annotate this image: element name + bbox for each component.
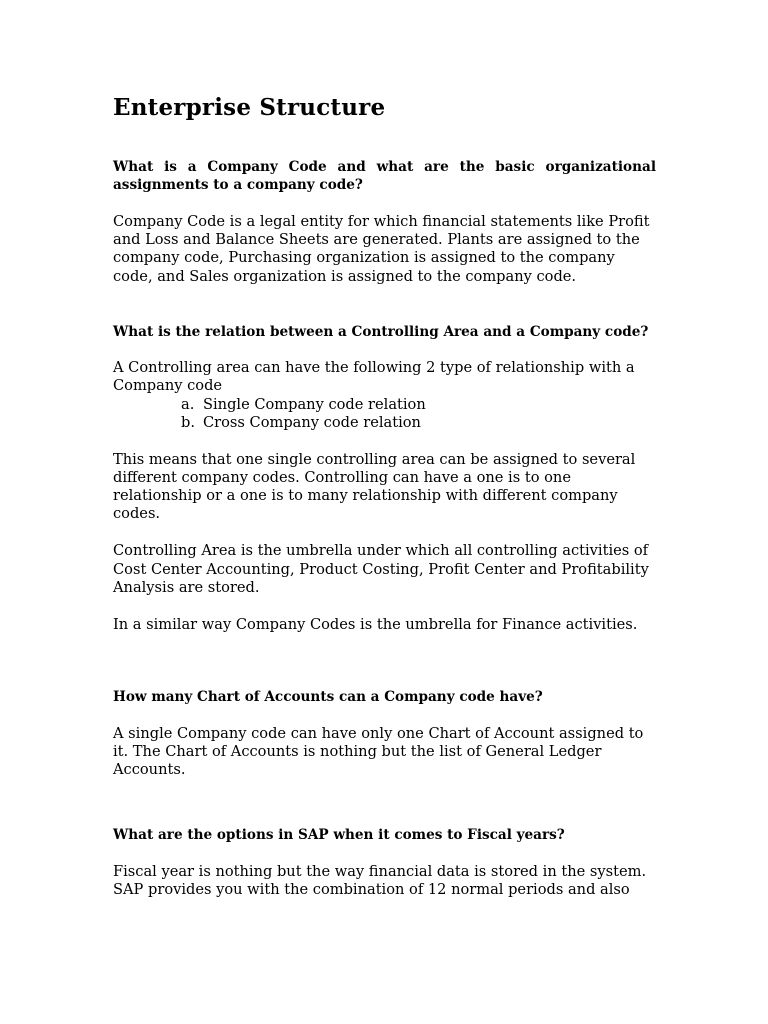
page-title: Enterprise Structure	[113, 94, 386, 121]
relationship-list	[113, 396, 656, 433]
answer-fiscal-years: Fiscal year is nothing but the way financial data is stored in the system. SAP provides you with the combination of 12 normal periods and also	[113, 862, 647, 898]
question-controlling-area: What is the relation between a Controlling Area and a Company code?	[113, 323, 649, 340]
list-item	[181, 414, 656, 432]
answer-controlling-area-para-3: In a similar way Company Codes is the umbrella for Finance activities.	[113, 615, 638, 633]
answer-controlling-area-intro: A Controlling area can have the following 2 type of relationship with a Company code	[113, 358, 635, 395]
answer-controlling-area-para-1: This means that one single controlling area can be assigned to several different company codes. Controlling can have a one is to one relationship or a one is to many relationship with different company codes.	[113, 450, 636, 523]
list-item-text: Single Company code relation	[203, 395, 426, 413]
answer-company-code: Company Code is a legal entity for which financial statements like Profit and Loss and Balance Sheets are generated. Plants are assigned to the company code, Purchasing organization is assigned to the company code, and Sales organization is assigned to the company code.	[113, 212, 650, 285]
answer-controlling-area-para-2: Controlling Area is the umbrella under which all controlling activities of Cost Center Accounting, Product Costing, Profit Center and Profitability Analysis are stored.	[113, 542, 649, 596]
list-item	[181, 396, 656, 414]
list-marker: b.	[181, 413, 195, 431]
document-page	[113, 92, 656, 918]
list-item-text: Cross Company code relation	[203, 413, 421, 431]
question-company-code: What is a Company Code and what are the basic organizational assignments to a company code?	[113, 159, 656, 194]
list-marker: a.	[181, 395, 195, 413]
question-chart-of-accounts: How many Chart of Accounts can a Company code have?	[113, 689, 543, 706]
question-fiscal-years: What are the options in SAP when it comes to Fiscal years?	[113, 827, 565, 844]
answer-chart-of-accounts: A single Company code can have only one Chart of Account assigned to it. The Chart of Accounts is nothing but the list of General Ledger Accounts.	[113, 724, 644, 779]
